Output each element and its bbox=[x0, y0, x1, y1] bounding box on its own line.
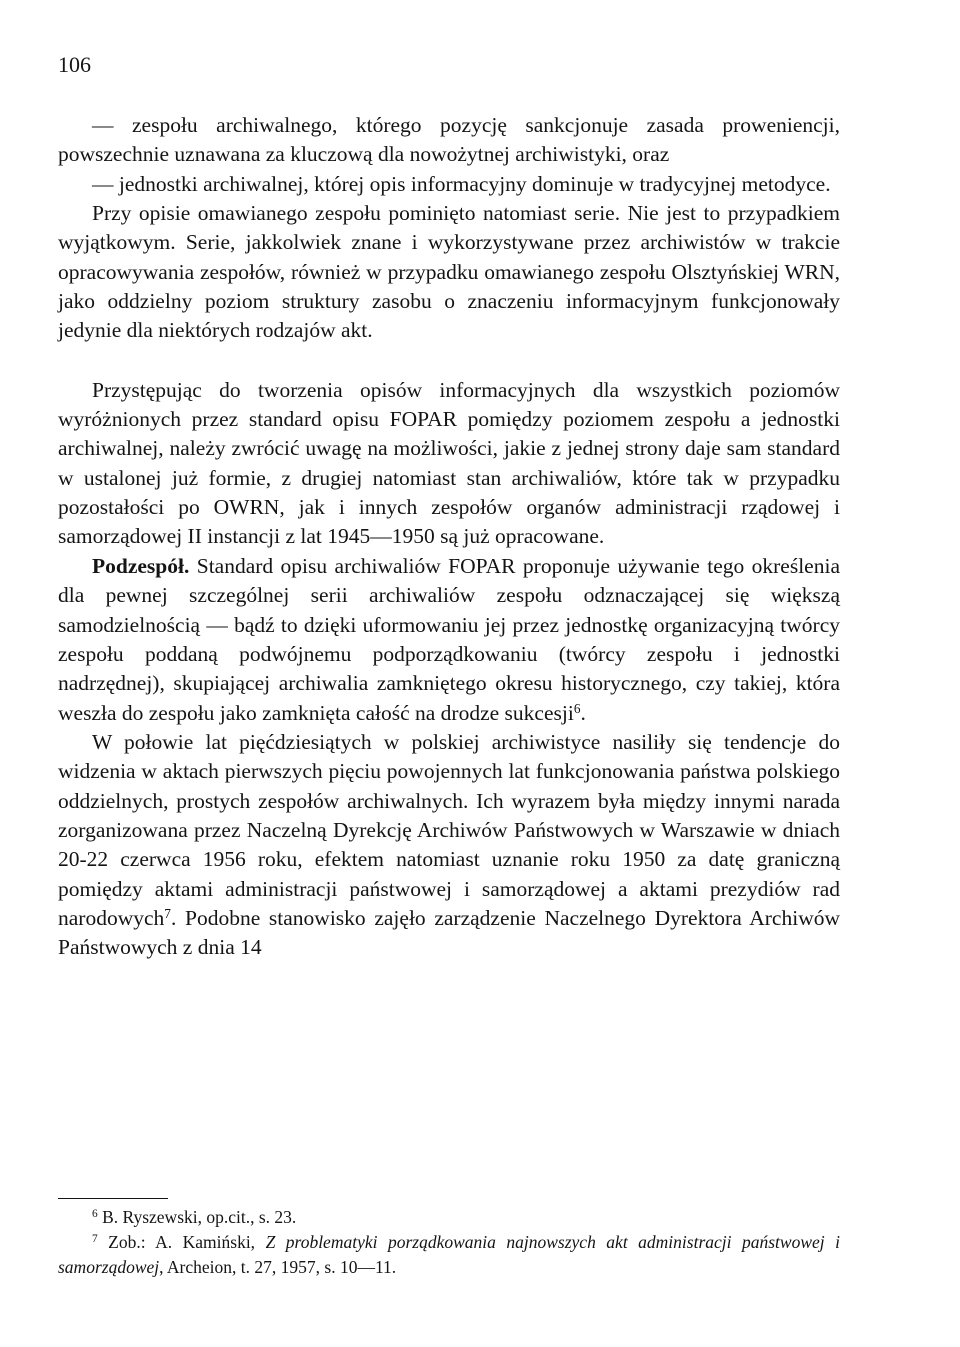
footnote-7-post: , Archeion, t. 27, 1957, s. 10—11. bbox=[159, 1257, 397, 1277]
footnote-ref-7: 7 bbox=[164, 905, 171, 921]
paragraph-1950s bbox=[58, 728, 840, 963]
podzespol-end: . bbox=[580, 700, 586, 725]
footnote-ref-6: 6 bbox=[573, 700, 581, 716]
footnote-6 bbox=[58, 1205, 840, 1230]
footnote-divider bbox=[58, 1198, 168, 1199]
paragraph-fopar-levels: Przystępując do tworzenia opisów informacyjnych dla wszystkich poziomów wyróżnionych przez standard opisu FOPAR pomiędzy poziomem zespołu a jednostki archiwalnej, należy zwrócić uwagę na możliwości, jakie z jednej strony daje sam standard w ustalonej już formie, z drugiej natomiast stan archiwaliów, które tak w przypadku pozostałości po OWRN, jak i innych zespołów organów administracji rządowej i samorządowej II instancji z lat 1945—1950 są już opracowane. bbox=[58, 377, 840, 549]
1950s-text: W połowie lat pięćdziesiątych w polskiej archiwistyce nasiliły się tendencje do widzenia w aktach pierwszych pięciu powojennych lat funkcjonowania państwa polskiego oddzielnych, prostych zespołów archiwalnych. Ich wyrazem była między innymi narada zorganizowana przez Naczelną Dyrekcję Archiwów Państwowych w Warszawie w dniach 20-22 czerwca 1956 roku, efektem natomiast uznanie roku 1950 za datę graniczną pomiędzy aktami administracji państwowej i samorządowej a aktami prezydiów rad narodowych bbox=[58, 729, 840, 930]
paragraph-zespol-item: — zespołu archiwalnego, którego pozycję sankcjonuje zasada proweniencji, powszechnie uznawana za kluczową dla nowożytnej archiwistyki, oraz bbox=[58, 113, 840, 167]
podzespol-text: Standard opisu archiwaliów FOPAR proponuje używanie tego określenia dla pewnej szczególnej serii archiwaliów zespołu odznaczającej się większą samodzielnością — bądź to dzięki uformowaniu jej przez jednostkę organizacyjną twórcy zespołu poddaną podwójnemu podporządkowaniu (twórcy zespołu i jednostki nadrzędnej), skupiającej archiwalia zamkniętego okresu historycznego, czy takiej, która weszła do zespołu jako zamknięta całość na drodze sukcesji bbox=[58, 553, 840, 725]
body-text bbox=[58, 111, 840, 963]
podzespol-heading: Podzespół. bbox=[92, 553, 190, 578]
paragraph-serie: Przy opisie omawianego zespołu pominięto natomiast serie. Nie jest to przypadkiem wyjątkowym. Serie, jakkolwiek znane i wykorzystywane przez archiwistów w trakcie opracowywania zespołów, również w przypadku omawianego zespołu Olsztyńskiej WRN, jako oddzielny poziom struktury zasobu o znaczeniu informacyjnym funkcjonowały jedynie dla niektórych rodzajów akt. bbox=[58, 201, 840, 343]
footnote-7 bbox=[58, 1230, 840, 1280]
footnote-6-text: B. Ryszewski, op.cit., s. 23. bbox=[97, 1207, 297, 1227]
page-number: 106 bbox=[58, 52, 91, 77]
footnote-7-number: 7 bbox=[92, 1233, 98, 1245]
paragraph-jednostka-item: — jednostki archiwalnej, której opis informacyjny dominuje w tradycyjnej metodyce. bbox=[92, 171, 831, 196]
footnote-7-title: Z problematyki porządkowania najnowszych akt administracji państwowej i samorządowej bbox=[58, 1232, 840, 1277]
paragraph-podzespol bbox=[58, 552, 840, 728]
footnotes bbox=[58, 1205, 840, 1280]
footnote-7-pre: Zob.: A. Kamiński, bbox=[97, 1232, 266, 1252]
1950s-text-end: . Podobne stanowisko zajęło zarządzenie Naczelnego Dyrektora Archiwów Państwowych z dnia 14 bbox=[58, 905, 840, 960]
footnote-6-number: 6 bbox=[92, 1208, 98, 1220]
